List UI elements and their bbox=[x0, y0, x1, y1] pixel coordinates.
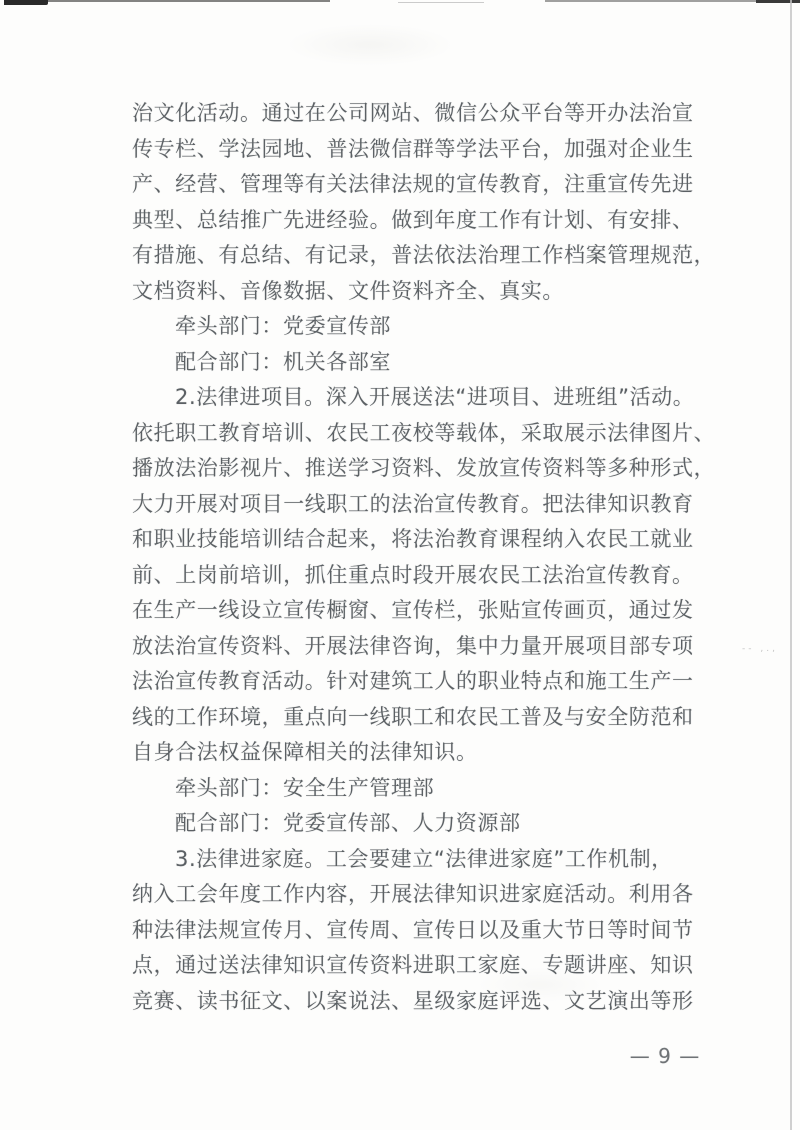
text-line: 放法治宣传资料、开展法律咨询，集中力量开展项目部专项 bbox=[132, 633, 694, 658]
text-line: 线的工作环境，重点向一线职工和农民工普及与安全防范和 bbox=[132, 704, 694, 729]
scan-smudge-artifact: -- ,., bbox=[742, 644, 778, 654]
top-scan-edge-artifact bbox=[756, 0, 800, 3]
text-line: 有措施、有总结、有记录，普法依法治理工作档案管理规范， bbox=[132, 243, 716, 267]
text-line: 竞赛、读书征文、以案说法、星级家庭评选、文艺演出等形 bbox=[132, 988, 694, 1013]
text-line: 传专栏、学法园地、普法微信群等学法平台，加强对企业生 bbox=[132, 136, 694, 161]
text-line: 大力开展对项目一线职工的法治宣传教育。把法律知识教育 bbox=[132, 491, 694, 516]
text-line: 播放法治影视片、推送学习资料、发放宣传资料等多种形式， bbox=[132, 456, 716, 480]
text-line: 文档资料、音像数据、文件资料齐全、真实。 bbox=[132, 278, 564, 303]
text-line: 种法律法规宣传月、宣传周、宣传日以及重大节日等时间节 bbox=[132, 917, 694, 942]
text-line: 和职业技能培训结合起来，将法治教育课程纳入农民工就业 bbox=[132, 527, 694, 551]
text-line: 产、经营、管理等有关法律法规的宣传教育，注重宣传先进 bbox=[132, 172, 694, 196]
text-line: 法治宣传教育活动。针对建筑工人的职业特点和施工生产一 bbox=[132, 669, 694, 693]
top-scan-edge-artifact bbox=[4, 0, 48, 5]
item-3-heading-line: 3.法律进家庭。工会要建立“法律进家庭”工作机制， bbox=[175, 846, 673, 871]
right-scan-edge-line bbox=[790, 0, 792, 1130]
text-line: 点，通过送法律知识宣传资料进职工家庭、专题讲座、知识 bbox=[132, 953, 694, 977]
lead-department-line: 牵头部门：安全生产管理部 bbox=[175, 775, 435, 800]
top-scan-edge-artifact bbox=[398, 2, 484, 3]
lead-department-line: 牵头部门：党委宣传部 bbox=[175, 314, 391, 338]
document-body-text bbox=[132, 96, 716, 1019]
text-line: 典型、总结推广先进经验。做到年度工作有计划、有安排、 bbox=[132, 207, 694, 232]
support-department-line: 配合部门：机关各部室 bbox=[175, 349, 391, 374]
page-number: — 9 — bbox=[629, 1044, 701, 1068]
text-line: 在生产一线设立宣传橱窗、宣传栏，张贴宣传画页，通过发 bbox=[132, 598, 694, 622]
top-scan-edge-artifact bbox=[48, 0, 330, 2]
text-line: 依托职工教育培训、农民工夜校等载体，采取展示法律图片、 bbox=[132, 420, 716, 445]
text-line: 治文化活动。通过在公司网站、微信公众平台等开办法治宣 bbox=[132, 101, 694, 125]
support-department-line: 配合部门：党委宣传部、人力资源部 bbox=[175, 811, 521, 835]
text-line: 自身合法权益保障相关的法律知识。 bbox=[132, 740, 478, 764]
item-2-heading-line: 2.法律进项目。深入开展送法“进项目、进班组”活动。 bbox=[175, 385, 695, 409]
text-line: 纳入工会年度工作内容，开展法律知识进家庭活动。利用各 bbox=[132, 882, 694, 906]
text-line: 前、上岗前培训，抓住重点时段开展农民工法治宣传教育。 bbox=[132, 562, 694, 587]
